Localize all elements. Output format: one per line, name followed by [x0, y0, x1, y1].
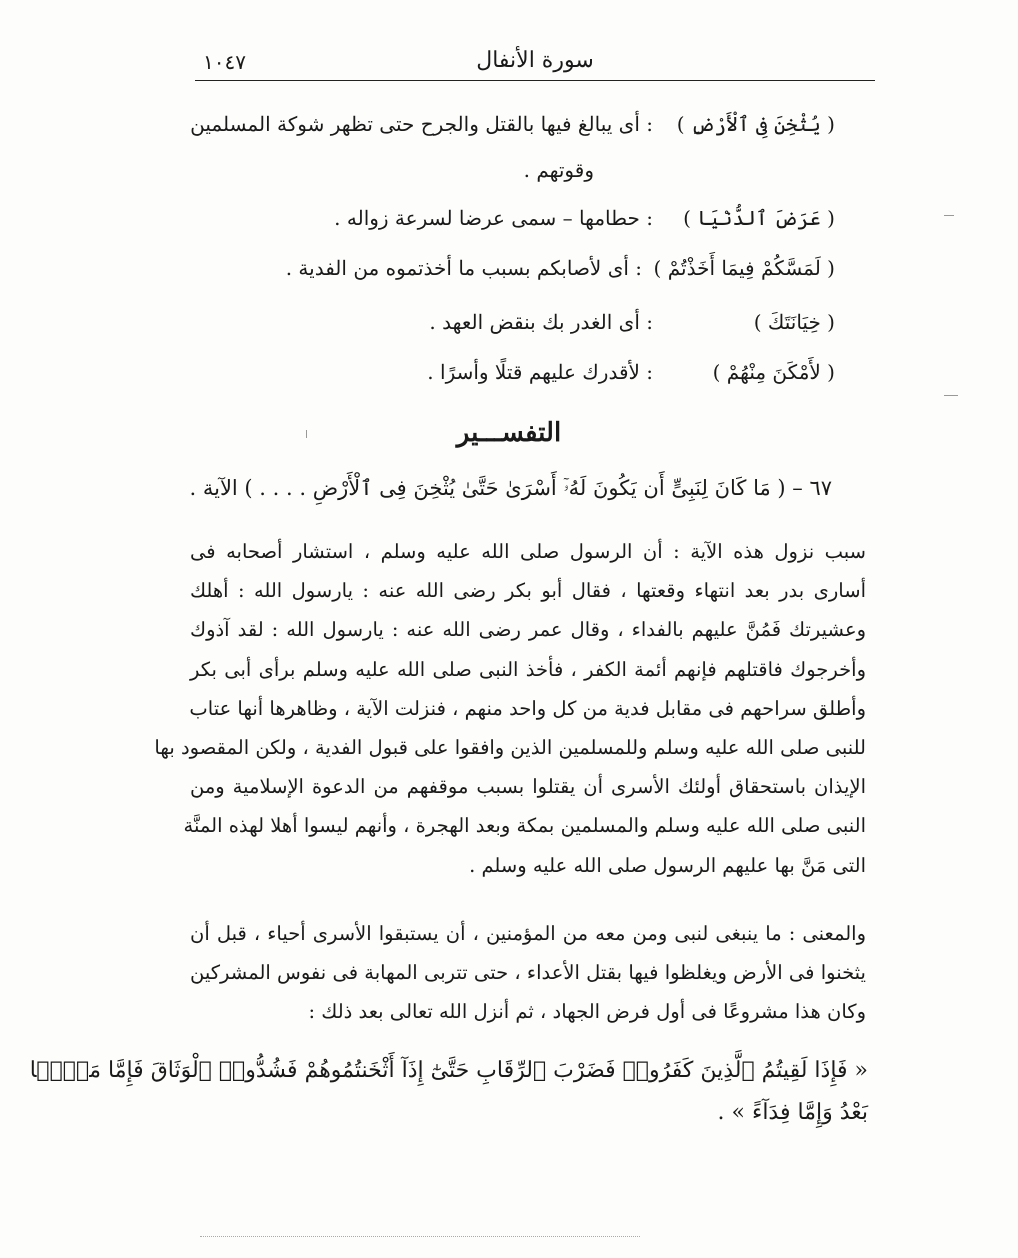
- vocabulary-term: ( خِيَانَتَكَ ): [753, 310, 835, 334]
- vocabulary-item: [190, 298, 835, 346]
- scan-mark: [306, 430, 307, 438]
- paragraph-line: للنبى صلى الله عليه وسلم وللمسلمين الذين وافقوا على قبول الفدية ، ولكن المقصود بها: [154, 736, 866, 760]
- vocabulary-term: ( لأَمْكَنَ مِنْهُمْ ): [712, 360, 835, 384]
- vocabulary-meaning: : لأقدرك عليهم قتلًا وأسرًا .: [427, 360, 653, 384]
- vocabulary-list: [0, 0, 1018, 400]
- paragraph-line: سبب نزول هذه الآية : أن الرسول صلى الله عليه وسلم ، استشار أصحابه فى: [190, 540, 866, 563]
- vocabulary-item: [190, 348, 835, 396]
- paragraph-line: والمعنى : ما ينبغى لنبى ومن معه من المؤمنين ، أن يستبقوا الأسرى أحياء ، قبل أن: [190, 922, 866, 945]
- vocabulary-term: ( لَمَسَّكُمْ فِيمَا أَخَذْتُمْ ): [653, 256, 835, 280]
- vocabulary-meaning: : أى يبالغ فيها بالقتل والجرح حتى تظهر شوكة المسلمين: [190, 112, 653, 136]
- paragraph-line: أسارى بدر بعد انتهاء وقعتها ، فقال أبو بكر رضى الله عنه : يارسول الله : أهلك: [190, 579, 866, 603]
- quoted-verse-line: « فَإِذَا لَقِيتُمُ ٱلَّذِينَ كَفَرُوا۟ فَضَرْبَ ٱلرِّقَابِ حَتَّىٰٓ إِذَآ أَثْخَنتُمُوهُمْ فَشُدُّوا۟ ٱلْوَثَاقَ فَإِمَّا مَنًّۢا: [29, 1058, 868, 1083]
- paragraph-line: التى مَنَّ بها عليهم الرسول صلى الله عليه وسلم .: [469, 853, 866, 877]
- paragraph-line: الإيذان باستحقاق أولئك الأسرى أن يقتلوا بسبب موقفهم من الدعوة الإسلامية ومن: [190, 775, 866, 799]
- bottom-rule: [200, 1236, 640, 1237]
- paragraph-line: يثخنوا فى الأرض ويغلظوا فيها بقتل الأعداء ، حتى تتربى المهابة فى نفوس المشركين: [190, 961, 866, 985]
- vocabulary-term: ( يُثْخِنَ فِى ٱلْأَرْضِ ): [676, 112, 835, 136]
- vocabulary-continuation: وقوتهم .: [523, 158, 594, 182]
- quoted-verse: [29, 1050, 868, 1134]
- section-heading: التفســـير: [456, 418, 562, 448]
- verse-reference: ٦٧ – ( مَا كَانَ لِنَبِىٍّ أَن يَكُونَ لَهُۥٓ أَسْرَىٰ حَتَّىٰ يُثْخِنَ فِى ٱلْأَرْضِ . . . . ) الآية .: [189, 476, 832, 500]
- vocabulary-item: [190, 100, 835, 148]
- vocabulary-meaning: : أى لأصابكم بسبب ما أخذتموه من الفدية .: [285, 256, 642, 280]
- vocabulary-term: ( عَرَضَ ٱلدُّنْيَا ): [683, 206, 835, 230]
- vocabulary-meaning: : أى الغدر بك بنقض العهد .: [429, 310, 653, 334]
- scan-mark: [944, 215, 954, 216]
- vocabulary-item: [190, 194, 835, 242]
- paragraph-line: النبى صلى الله عليه وسلم والمسلمين بمكة وبعد الهجرة ، وأنهم ليسوا أهلا لهذه المنَّة: [183, 814, 866, 838]
- surah-title: سورة الأنفال: [476, 48, 594, 73]
- paragraph-line: وأطلق سراحهم فى مقابل فدية من كل واحد منهم ، فنزلت الآية ، وظاهرها أنها عتاب: [189, 696, 866, 720]
- scan-mark: [944, 395, 958, 396]
- paragraph-line: وعشيرتك فَمُنَّ عليهم بالفداء ، وقال عمر رضى الله عنه : يارسول الله : لقد آذوك: [190, 618, 866, 642]
- vocabulary-meaning: : حطامها – سمى عرضا لسرعة زواله .: [334, 206, 653, 230]
- paragraph-revelation-cause: [154, 532, 866, 885]
- quoted-verse-line: بَعْدُ وَإِمَّا فِدَآءً » .: [717, 1100, 868, 1125]
- paragraph-meaning: [190, 914, 866, 1032]
- paragraph-line: وأخرجوك فاقتلهم فإنهم أئمة الكفر ، فأخذ النبى صلى الله عليه وسلم برأى أبى بكر: [190, 657, 866, 681]
- vocabulary-item: [190, 244, 835, 292]
- paragraph-line: وكان هذا مشروعًا فى أول فرض الجهاد ، ثم أنزل الله تعالى بعد ذلك :: [308, 1000, 866, 1024]
- page-number: ١٠٤٧: [203, 50, 246, 74]
